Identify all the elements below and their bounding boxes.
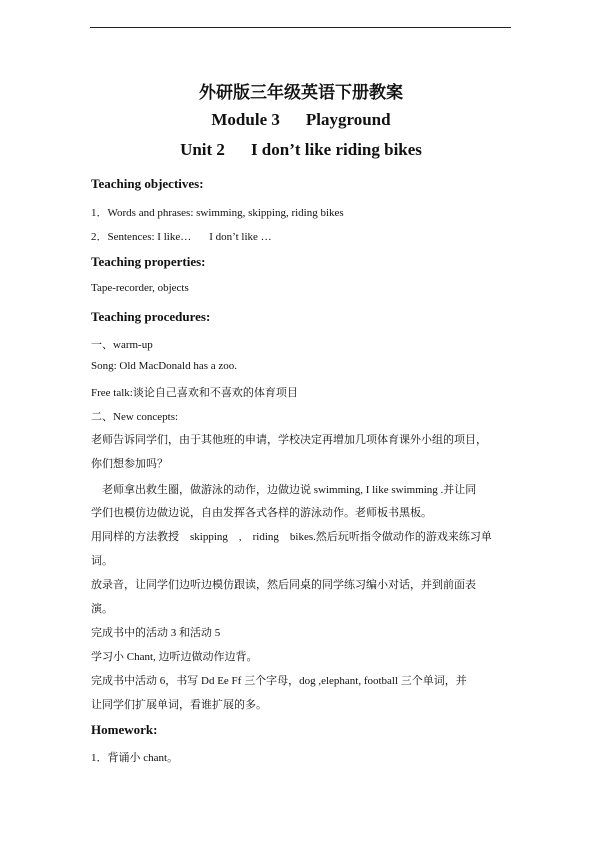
homework-item-1: 1．背诵小 chant。 xyxy=(91,752,179,764)
homework-heading: Homework: xyxy=(91,722,158,737)
objective-item-2 xyxy=(91,228,272,244)
procedure-line: 完成书中活动 6，书写 Dd Ee Ff 三个字母，dog ,elephant, football 三个单词，并 xyxy=(91,675,467,687)
module-number: Module 3 xyxy=(211,110,280,129)
procedure-line: 用同样的方法教授 skipping , riding bikes.然后玩听指令做动作的游戏来练习单 xyxy=(91,531,492,543)
procedure-line: 你们想参加吗？ xyxy=(91,458,168,470)
procedure-line: 让同学们扩展单词，看谁扩展的多。 xyxy=(91,699,267,711)
properties-heading: Teaching properties: xyxy=(91,254,206,269)
procedure-line: 放录音，让同学们边听边模仿跟读，然后同桌的同学练习编小对话，并到前面表 xyxy=(91,579,476,591)
procedure-line: 二、New concepts: xyxy=(91,411,179,423)
document-title: 外研版三年级英语下册教案 xyxy=(199,83,403,103)
procedure-line: 完成书中的活动 3 和活动 5 xyxy=(91,627,221,639)
unit-title xyxy=(91,140,511,160)
properties-text: Tape-recorder, objects xyxy=(91,282,189,294)
procedure-line: 老师拿出救生圈，做游泳的动作，边做边说 swimming, I like swimming .并让同 xyxy=(91,484,477,496)
procedures-heading: Teaching procedures: xyxy=(91,309,211,324)
objective-item-2-like: 2．Sentences: I like… xyxy=(91,231,192,243)
unit-number: Unit 2 xyxy=(180,140,225,159)
unit-name: I don’t like riding bikes xyxy=(250,140,422,159)
header-rule xyxy=(90,27,511,28)
module-name: Playground xyxy=(305,110,391,129)
procedure-line: 学习小 Chant, 边听边做动作边背。 xyxy=(91,651,258,663)
objective-item-2-dislike: I don’t like … xyxy=(209,231,272,243)
procedure-line: 学们也模仿边做边说，自由发挥各式各样的游泳动作。老师板书黑板。 xyxy=(91,507,432,519)
procedure-line: 一、warm-up xyxy=(91,339,153,351)
objectives-heading: Teaching objectives: xyxy=(91,176,204,191)
module-title xyxy=(91,110,511,130)
objective-item-1: 1．Words and phrases: swimming, skipping, riding bikes xyxy=(91,207,344,219)
procedure-line: 老师告诉同学们，由于其他班的申请，学校决定再增加几项体育课外小组的项目， xyxy=(91,434,487,446)
procedure-line: Free talk:谈论自己喜欢和不喜欢的体育项目 xyxy=(91,387,298,399)
procedure-line: 词。 xyxy=(91,555,113,567)
procedure-line: Song: Old MacDonald has a zoo. xyxy=(91,360,238,372)
procedure-line: 演。 xyxy=(91,603,113,615)
